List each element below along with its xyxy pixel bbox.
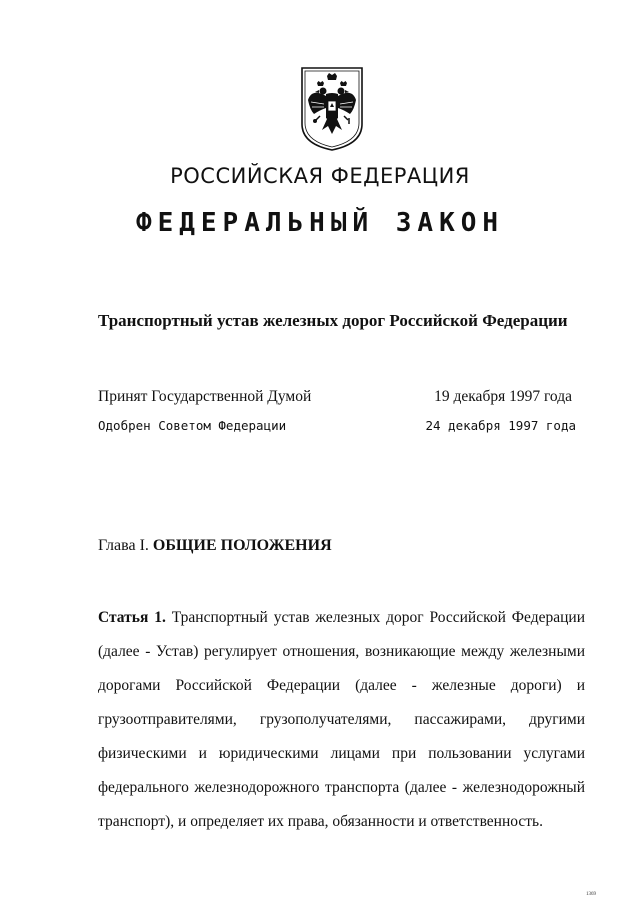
article-text: Транспортный устав железных дорог Российской Федерации bbox=[171, 609, 585, 626]
page-number: 1369 bbox=[586, 892, 596, 897]
country-heading: РОССИЙСКАЯ ФЕДЕРАЦИЯ bbox=[170, 164, 470, 188]
adoption-date: 19 декабря 1997 года bbox=[434, 388, 572, 405]
chapter-heading bbox=[98, 537, 332, 555]
article-number: Статья 1. bbox=[98, 609, 166, 626]
adoption-label: Принят Государственной Думой bbox=[98, 388, 312, 405]
article-line: дорогами Российской Федерации (далее - железные дороги) и bbox=[98, 677, 585, 694]
article-line: физическими и юридическими лицами при пользовании услугами bbox=[98, 745, 585, 762]
adoption-label: Одобрен Советом Федерации bbox=[98, 418, 287, 433]
article-line bbox=[98, 601, 585, 635]
law-type-heading: ФЕДЕРАЛЬНЫЙ ЗАКОН bbox=[135, 208, 505, 238]
chapter-prefix: Глава I. bbox=[98, 537, 149, 554]
article-line: грузоотправителями, грузополучателями, пассажирами, другими bbox=[98, 711, 585, 728]
article-line: транспорт), и определяет их права, обязанности и ответственность. bbox=[98, 813, 544, 830]
article-line: федерального железнодорожного транспорта (далее - железнодорожный bbox=[98, 779, 585, 796]
article-1 bbox=[98, 601, 585, 839]
document-title: Транспортный устав железных дорог Российской Федерации bbox=[98, 311, 568, 330]
chapter-name: ОБЩИЕ ПОЛОЖЕНИЯ bbox=[152, 537, 332, 554]
article-line: (далее - Устав) регулирует отношения, возникающие между железными bbox=[98, 643, 585, 660]
coat-of-arms-icon bbox=[300, 66, 364, 152]
adoption-date: 24 декабря 1997 года bbox=[425, 418, 576, 433]
